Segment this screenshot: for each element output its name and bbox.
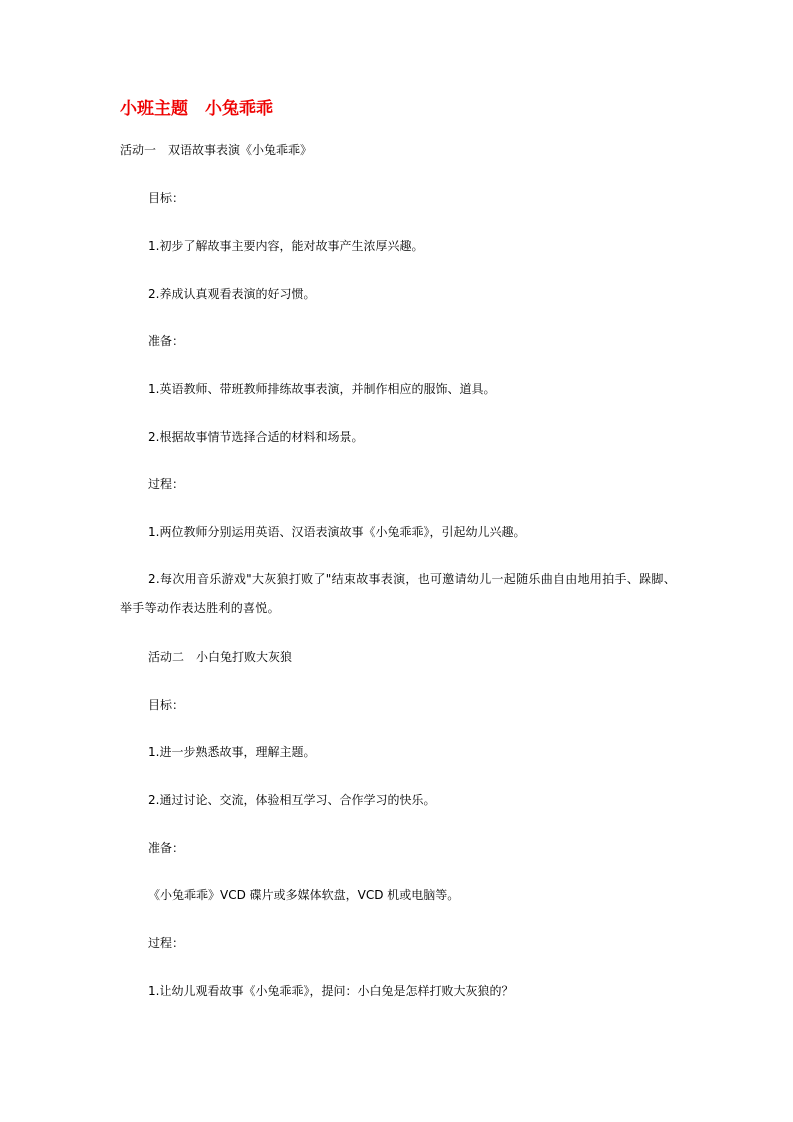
activity-1-goal-2: 2.养成认真观看表演的好习惯。 <box>148 287 316 301</box>
activity-1-process-1: 1.两位教师分别运用英语、汉语表演故事《小兔乖乖》，引起幼儿兴趣。 <box>148 525 526 539</box>
activity-1-prep-1: 1.英语教师、带班教师排练故事表演，并制作相应的服饰、道具。 <box>148 382 496 396</box>
activity-1-process-label: 过程： <box>148 477 185 491</box>
activity-1-goal-1: 1.初步了解故事主要内容，能对故事产生浓厚兴趣。 <box>148 239 424 253</box>
activity-2-goal-2: 2.通过讨论、交流，体验相互学习、合作学习的快乐。 <box>148 793 436 807</box>
activity-2-process-label: 过程： <box>148 936 185 950</box>
activity-2-process-1: 1.让幼儿观看故事《小兔乖乖》，提问：小白兔是怎样打败大灰狼的？ <box>148 984 514 998</box>
activity-2-goal-1: 1.进一步熟悉故事，理解主题。 <box>148 745 316 759</box>
activity-2-prep-label: 准备： <box>148 841 185 855</box>
activity-1-prep-2: 2.根据故事情节选择合适的材料和场景。 <box>148 430 364 444</box>
activity-2-heading: 活动二 小白兔打败大灰狼 <box>148 650 293 664</box>
activity-2-goals-label: 目标： <box>148 698 185 712</box>
activity-1-process-2: 2.每次用音乐游戏"大灰狼打败了"结束故事表演，也可邀请幼儿一起随乐曲自由地用拍手、跺脚、举手等动作表达胜利的喜悦。 <box>120 572 676 615</box>
activity-1-goals-label: 目标： <box>148 191 185 205</box>
activity-2-prep-1: 《小兔乖乖》VCD 碟片或多媒体软盘，VCD 机或电脑等。 <box>148 888 460 902</box>
document-title: 小班主题 小兔乖乖 <box>120 99 273 119</box>
activity-1-prep-label: 准备： <box>148 334 185 348</box>
activity-1-heading: 活动一 双语故事表演《小兔乖乖》 <box>120 143 313 157</box>
